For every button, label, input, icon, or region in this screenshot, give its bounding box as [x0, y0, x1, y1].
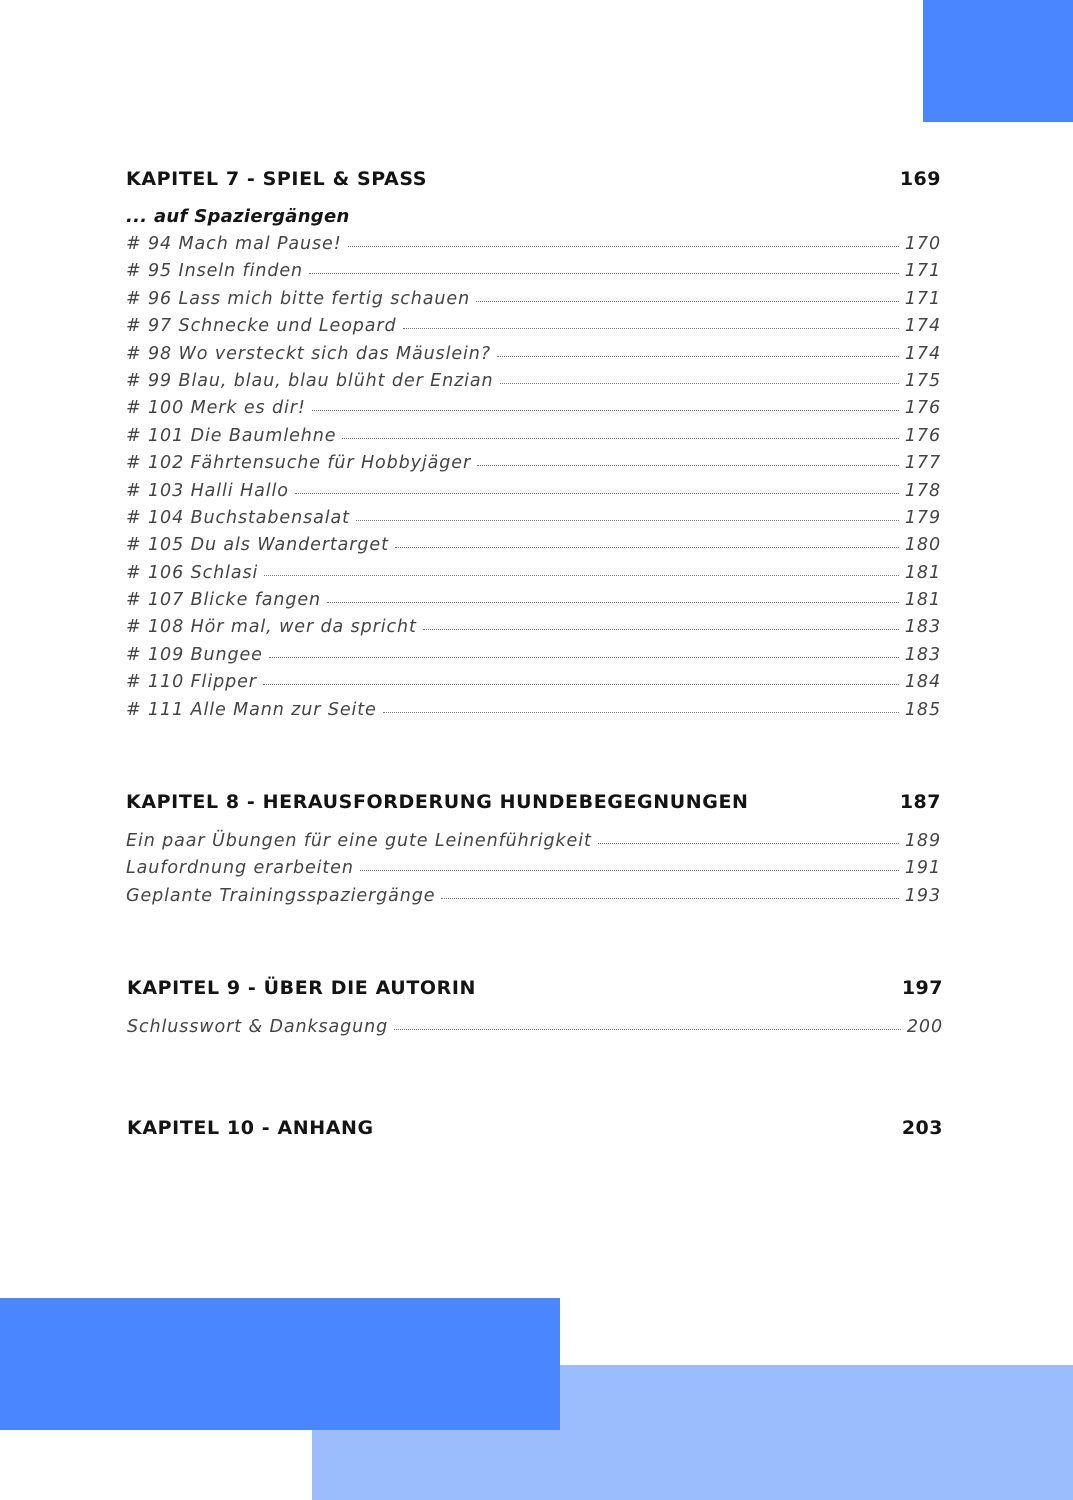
entry-page-number: 189 [904, 831, 941, 851]
entry-title: # 110 Flipper [126, 672, 257, 693]
dot-leader [342, 437, 898, 439]
toc-entry[interactable] [126, 508, 941, 535]
dot-leader [263, 683, 899, 685]
entry-title: # 111 Alle Mann zur Seite [126, 699, 377, 720]
chapter-title: KAPITEL 9 - ÜBER DIE AUTORIN [127, 977, 477, 999]
entry-page-number: 177 [904, 453, 941, 474]
toc-entry[interactable] [126, 858, 941, 885]
dot-leader [360, 869, 899, 871]
entry-title: # 101 Die Baumlehne [126, 425, 337, 446]
dot-leader [327, 601, 899, 603]
toc-entry[interactable] [126, 672, 941, 699]
entry-title: # 96 Lass mich bitte fertig schauen [126, 288, 471, 309]
chapter-page-number: 187 [899, 791, 941, 813]
entry-page-number: 179 [904, 507, 941, 528]
chapter-title: KAPITEL 8 - HERAUSFORDERUNG HUNDEBEGEGNUNGEN [126, 791, 749, 813]
entry-page-number: 174 [904, 343, 941, 364]
entry-title: # 103 Halli Hallo [126, 480, 289, 501]
toc-entry[interactable] [126, 316, 941, 343]
entry-title: # 94 Mach mal Pause! [126, 234, 342, 254]
entry-page-number: 183 [904, 644, 941, 665]
entry-title: # 98 Wo versteckt sich das Mäuslein? [126, 343, 491, 364]
entry-page-number: 181 [904, 590, 941, 611]
dot-leader [477, 464, 899, 466]
decorative-block-bottom-dark [0, 1298, 560, 1430]
toc-entry[interactable] [126, 645, 941, 672]
toc-chapter-9 [127, 977, 943, 1044]
dot-leader [309, 272, 899, 274]
toc-entry[interactable] [126, 563, 941, 590]
dot-leader [497, 355, 899, 357]
entry-page-number: 175 [904, 370, 941, 391]
entry-title: # 104 Buchstabensalat [126, 507, 350, 528]
entry-title: # 99 Blau, blau, blau blüht der Enzian [126, 370, 494, 391]
toc-entry[interactable] [126, 700, 941, 727]
chapter-page-number: 203 [901, 1117, 943, 1139]
dot-leader [403, 327, 899, 329]
entry-title: # 108 Hör mal, wer da spricht [126, 617, 417, 638]
entry-page-number: 176 [904, 398, 941, 419]
toc-entry[interactable] [127, 1017, 943, 1044]
dot-leader [312, 409, 899, 411]
toc-entry[interactable] [126, 289, 941, 316]
entry-title: # 106 Schlasi [126, 562, 259, 583]
toc-chapter-7 [126, 168, 941, 727]
dot-leader [383, 711, 899, 713]
toc-entry[interactable] [126, 371, 941, 398]
toc-entry[interactable] [126, 453, 941, 480]
entry-title: Schlusswort & Danksagung [127, 1017, 389, 1037]
toc-entry[interactable] [126, 617, 941, 644]
dot-leader [348, 245, 899, 247]
dot-leader [264, 574, 899, 576]
entry-page-number: 193 [904, 885, 941, 906]
toc-entry[interactable] [126, 590, 941, 617]
entry-page-number: 184 [904, 672, 941, 693]
toc-entry-list [127, 1017, 943, 1044]
toc-entry[interactable] [126, 398, 941, 425]
dot-leader [395, 546, 899, 548]
dot-leader [423, 628, 899, 630]
entry-title: # 102 Fährtensuche für Hobbyjäger [126, 453, 472, 474]
chapter-page-number: 169 [899, 168, 941, 190]
dot-leader [441, 897, 898, 899]
chapter-heading[interactable] [127, 1117, 943, 1145]
toc-entry-list [126, 234, 941, 727]
decorative-block-top-right [923, 0, 1073, 122]
toc-entry[interactable] [126, 261, 941, 288]
chapter-heading[interactable] [126, 791, 941, 819]
chapter-heading[interactable] [126, 168, 941, 196]
entry-page-number: 171 [904, 261, 941, 282]
toc-entry[interactable] [126, 886, 941, 913]
toc-entry[interactable] [126, 481, 941, 508]
toc-entry-list [126, 831, 941, 913]
entry-page-number: 181 [904, 562, 941, 583]
toc-entry[interactable] [126, 426, 941, 453]
chapter-title: KAPITEL 10 - ANHANG [127, 1117, 374, 1139]
entry-title: # 105 Du als Wandertarget [126, 535, 389, 556]
entry-title: Laufordnung erarbeiten [126, 858, 354, 879]
entry-page-number: 178 [904, 480, 941, 501]
dot-leader [295, 492, 899, 494]
toc-entry[interactable] [126, 344, 941, 371]
toc-entry[interactable] [126, 234, 941, 261]
entry-page-number: 171 [904, 288, 941, 309]
entry-title: # 107 Blicke fangen [126, 590, 322, 611]
chapter-page-number: 197 [901, 977, 943, 999]
dot-leader [356, 519, 899, 521]
entry-title: # 97 Schnecke und Leopard [126, 316, 397, 337]
toc-chapter-8 [126, 791, 941, 913]
toc-entry[interactable] [126, 831, 941, 858]
dot-leader [598, 842, 899, 844]
entry-page-number: 200 [906, 1017, 943, 1037]
chapter-title: KAPITEL 7 - SPIEL & SPASS [126, 168, 428, 190]
entry-page-number: 185 [904, 699, 941, 720]
entry-page-number: 180 [904, 535, 941, 556]
entry-page-number: 183 [904, 617, 941, 638]
entry-title: # 100 Merk es dir! [126, 398, 306, 419]
entry-page-number: 170 [904, 234, 941, 254]
entry-page-number: 191 [904, 858, 941, 879]
section-subheading: ... auf Spaziergängen [126, 206, 350, 227]
chapter-heading[interactable] [127, 977, 943, 1005]
entry-page-number: 174 [904, 316, 941, 337]
entry-title: # 95 Inseln finden [126, 261, 303, 282]
entry-title: Ein paar Übungen für eine gute Leinenführigkeit [126, 831, 592, 851]
entry-page-number: 176 [904, 425, 941, 446]
dot-leader [476, 300, 899, 302]
entry-title: # 109 Bungee [126, 644, 263, 665]
entry-title: Geplante Trainingsspaziergänge [126, 885, 436, 906]
dot-leader [269, 656, 899, 658]
toc-chapter-10 [127, 1117, 943, 1145]
dot-leader [500, 382, 899, 384]
toc-entry[interactable] [126, 535, 941, 562]
dot-leader [394, 1028, 901, 1030]
